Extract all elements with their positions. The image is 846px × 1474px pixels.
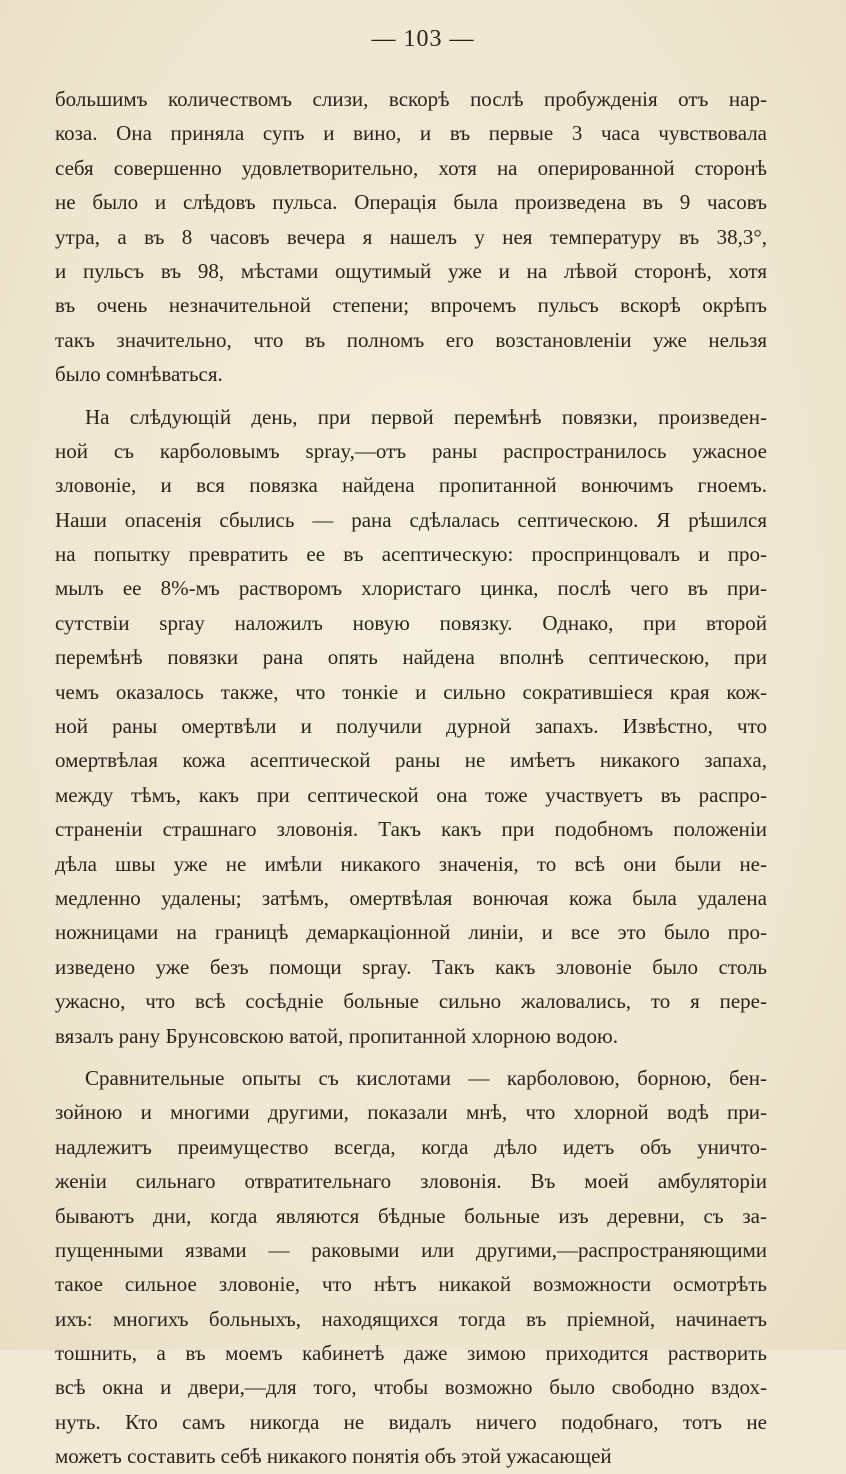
text-line: нуть. Кто самъ никогда не видалъ ничего подобнаго, тотъ не bbox=[55, 1409, 767, 1434]
text-line: бываютъ дни, когда являются бѣдные больные изъ деревни, съ за- bbox=[55, 1203, 767, 1228]
text-line: всѣ окна и двери,—для того, чтобы возможно было свободно вздох- bbox=[55, 1375, 767, 1400]
text-line: такъ значительно, что въ полномъ его возстановленіи уже нельзя bbox=[55, 327, 767, 352]
text-line: на попытку превратить ее въ асептическую: проспринцовалъ и про- bbox=[55, 542, 767, 567]
text-line: и пульсъ въ 98, мѣстами ощутимый уже и на лѣвой сторонѣ, хотя bbox=[55, 258, 767, 283]
text-line: тошнить, а въ моемъ кабинетѣ даже зимою приходится растворить bbox=[55, 1341, 767, 1366]
text-line: мылъ ее 8%-мъ растворомъ хлористаго цинка, послѣ чего въ при- bbox=[55, 576, 767, 601]
paragraph bbox=[55, 1061, 767, 1474]
text-line: медленно удалены; затѣмъ, омертвѣлая вонючая кожа была удалена bbox=[55, 885, 767, 910]
text-line: не было и слѣдовъ пульса. Операція была произведена въ 9 часовъ bbox=[55, 190, 767, 215]
text-line: можетъ составить себѣ никакого понятія объ этой ужасающей bbox=[55, 1444, 612, 1469]
text-line: дѣла швы уже не имѣли никакого значенія, то всѣ они были не- bbox=[55, 851, 767, 876]
text-line: ужасно, что всѣ сосѣдніе больные сильно жаловались, то я пере- bbox=[55, 989, 767, 1014]
text-line: большимъ количествомъ слизи, вскорѣ послѣ пробужденія отъ нар- bbox=[55, 87, 767, 111]
text-line: утра, а въ 8 часовъ вечера я нашелъ у нея температуру въ 38,3°, bbox=[55, 224, 767, 249]
text-line: зойною и многими другими, показали мнѣ, что хлорной водѣ при- bbox=[55, 1100, 767, 1125]
text-line: перемѣнѣ повязки рана опять найдена вполнѣ септическою, при bbox=[55, 645, 767, 670]
text-line: изведено уже безъ помощи spray. Такъ какъ зловоніе было столь bbox=[55, 954, 767, 979]
text-line: чемъ оказалось также, что тонкіе и сильно сократившіеся края кож- bbox=[55, 679, 767, 704]
text-line: было сомнѣваться. bbox=[55, 362, 223, 387]
text-line: между тѣмъ, какъ при септической она тоже участвуетъ въ распро- bbox=[55, 782, 767, 807]
text-line: пущенными язвами — раковыми или другими,—распространяющими bbox=[55, 1237, 767, 1262]
text-line: себя совершенно удовлетворительно, хотя на оперированной сторонѣ bbox=[55, 155, 767, 180]
text-line: ножницами на границѣ демаркаціонной линіи, и все это было про- bbox=[55, 920, 767, 945]
text-line: ихъ: многихъ больныхъ, находящихся тогда въ пріемной, начинаетъ bbox=[55, 1306, 767, 1331]
paragraph-gap bbox=[55, 1053, 767, 1061]
text-line: Наши опасенія сбылись — рана сдѣлалась септическою. Я рѣшился bbox=[55, 507, 767, 532]
text-line: женіи сильнаго отвратительнаго зловонія. Въ моей амбуляторіи bbox=[55, 1169, 767, 1194]
text-line: ной раны омертвѣли и получили дурной запахъ. Извѣстно, что bbox=[55, 714, 767, 739]
text-line: вязалъ рану Брунсовскою ватой, пропитанной хлорною водою. bbox=[55, 1023, 618, 1048]
text-line: надлежитъ преимущество всегда, когда дѣло идетъ объ уничто- bbox=[55, 1134, 767, 1159]
body-text bbox=[55, 82, 767, 1474]
paragraph bbox=[55, 400, 767, 1053]
text-line: ной съ карболовымъ spray,—отъ раны распространилось ужасное bbox=[55, 438, 767, 463]
paragraph-gap bbox=[55, 392, 767, 400]
text-line: сутствіи spray наложилъ новую повязку. Однако, при второй bbox=[55, 610, 767, 635]
text-line: въ очень незначительной степени; впрочемъ пульсъ вскорѣ окрѣпъ bbox=[55, 293, 767, 318]
text-line: такое сильное зловоніе, что нѣтъ никакой возможности осмотрѣть bbox=[55, 1272, 767, 1297]
paragraph bbox=[55, 82, 767, 392]
text-line: коза. Она приняла супъ и вино, и въ первые 3 часа чувствовала bbox=[55, 121, 767, 146]
text-line: страненіи страшнаго зловонія. Такъ какъ при подобномъ положеніи bbox=[55, 817, 767, 842]
text-line: Сравнительные опыты съ кислотами — карболовою, борною, бен- bbox=[85, 1065, 767, 1090]
text-line: зловоніе, и вся повязка найдена пропитанной вонючимъ гноемъ. bbox=[55, 473, 767, 498]
text-line: омертвѣлая кожа асептической раны не имѣетъ никакого запаха, bbox=[55, 748, 767, 773]
text-line: На слѣдующій день, при первой перемѣнѣ повязки, произведен- bbox=[85, 404, 767, 429]
page-number: — 103 — bbox=[371, 26, 475, 52]
